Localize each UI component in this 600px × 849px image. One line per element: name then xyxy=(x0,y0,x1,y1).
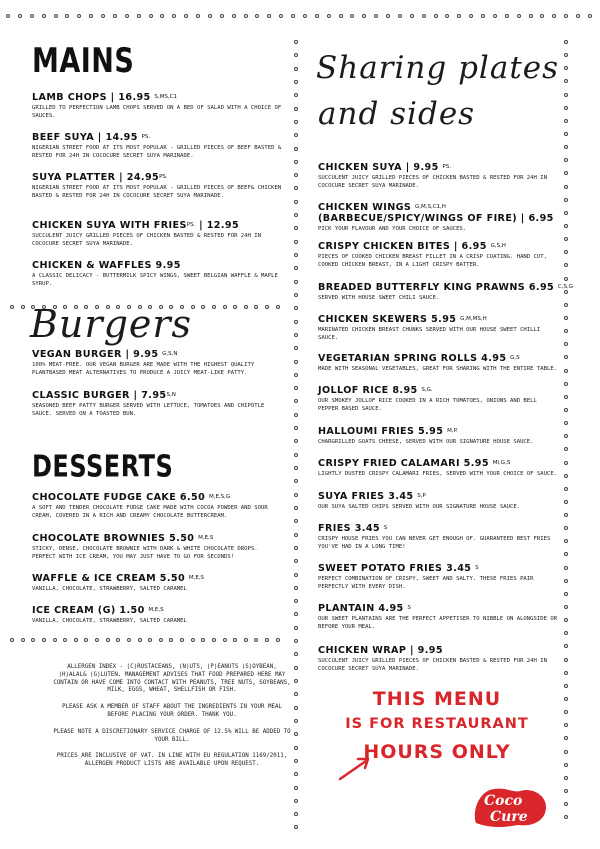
allergen-notes xyxy=(52,664,292,778)
item-name: VEGETARIAN SPRING ROLLS 4.95 xyxy=(318,353,507,364)
menu-item xyxy=(318,385,558,413)
item-description: 100% MEAT-FREE. OUR VEGAN BURGER ARE MADE WITH THE HIGHEST QUALITY PLANTBASED MEAT ALTERNATIVES TO PRODUCE A JUICY MEAT-LIKE PATTY. xyxy=(32,362,255,376)
item-name: CHOCOLATE BROWNIES 5.50 xyxy=(32,533,195,544)
arrow-icon xyxy=(338,755,372,781)
item-description: NIGERIAN STREET FOOD AT ITS MOST POPULAR - GRILLED PIECES OF BEEF BASTED & RESTED FOR 24H IN COCOCURE SECRET SUYA MARINADE. xyxy=(32,145,282,159)
right-dot-border xyxy=(564,40,570,820)
menu-item xyxy=(318,458,558,478)
allergen-code: G,S,N xyxy=(162,351,178,357)
allergen-code: MI,G,S xyxy=(492,460,511,466)
burgers-heading: Burgers xyxy=(30,302,193,346)
item-name: CHICKEN SUYA WITH FRIES xyxy=(32,220,187,231)
item-name: CLASSIC BURGER | 7.95 xyxy=(32,390,167,401)
service-charge-note: PLEASE NOTE A DISCRETIONARY SERVICE CHARGE OF 12.5% WILL BE ADDED TO YOUR BILL. xyxy=(53,728,291,743)
menu-item xyxy=(32,605,282,625)
logo-text-bottom: Cure xyxy=(490,809,528,825)
item-description: MADE WITH SEASONAL VEGETABLES, GREAT FOR SHARING WITH THE ENTIRE TABLE. xyxy=(318,366,558,372)
allergen-code: M,E,S,G xyxy=(208,494,231,500)
menu-item xyxy=(318,491,558,511)
item-subtitle: (BARBECUE/SPICY/WINGS OF FIRE) | 6.95 xyxy=(318,213,554,224)
allergen-dot-divider xyxy=(10,638,280,644)
item-name: CHICKEN & WAFFLES 9.95 xyxy=(32,260,181,271)
allergen-code: S xyxy=(407,605,411,611)
menu-item xyxy=(32,172,282,200)
menu-item xyxy=(32,533,282,561)
allergen-code: M,E,S xyxy=(198,535,214,541)
item-description: A SOFT AND TENDER CHOCOLATE FUDGE CAKE MADE WITH COCOA POWDER AND SOUR CREAM, COVERED IN A RICH AND CREAMY CHOCOLATE BUTTERCREAM. xyxy=(32,505,268,519)
item-description: SUCCULENT JUICY GRILLED PIECES OF CHICKEN BASTED & RESTED FOR 24H IN COCOCURE SECRET SUYA MARINADE. xyxy=(318,658,548,672)
menu-item xyxy=(32,390,282,418)
menu-item xyxy=(32,220,282,248)
sharing-heading-line1: Sharing plates xyxy=(316,50,560,86)
cococure-logo xyxy=(470,783,550,831)
item-name: CRISPY FRIED CALAMARI 5.95 xyxy=(318,458,489,469)
item-description: SEASONED BEEF PATTY BURGER SERVED WITH LETTUCE, TOMATOES AND CHIPOTLE SAUCE. SERVED ON A TOASTED BUN. xyxy=(32,403,265,417)
promo-line-3: HOURS ONLY xyxy=(363,741,511,763)
allergen-code: G,S,H xyxy=(490,243,506,249)
item-name: CHICKEN WINGS xyxy=(318,202,412,213)
item-description: SERVED WITH HOUSE SWEET CHILI SAUCE. xyxy=(318,295,440,301)
allergen-index: ALLERGEN INDEX - (C)RUSTACEANS, (N)UTS, (P)EANUTS (S)OYBEAN, (H)ALAL& (G)LUTEN. MANAGEMENT ADVISES THAT FOOD PREPARED HERE MAY CONTAIN OR HAVE COME INTO CONTACT WITH PEANUTS, TREE NUTS, SOYBEANS, MILK, EGGS, WHEAT, SHELLFISH OR FISH. xyxy=(53,664,291,694)
item-description: VANILLA, CHOCOLATE, STRAWBERRY, SALTED CARAMEL xyxy=(32,586,187,592)
allergen-code: PS. xyxy=(159,174,168,180)
promo-line-2: IS FOR RESTAURANT xyxy=(345,716,529,732)
item-description: LIGHTLY DUSTED CRISPY CALAMARI FRIES, SERVED WITH YOUR CHOICE OF SAUCE. xyxy=(318,471,558,477)
item-name: BEEF SUYA | 14.95 xyxy=(32,132,138,143)
item-description: PICK YOUR FLAVOUR AND YOUR CHOICE OF SAUCES. xyxy=(318,226,467,232)
item-name: CHICKEN WRAP | 9.95 xyxy=(318,645,443,656)
sharing-heading-line2: and sides xyxy=(318,96,476,132)
allergen-code: S xyxy=(475,565,479,571)
item-name: FRIES 3.45 xyxy=(318,523,380,534)
item-name: VEGAN BURGER | 9.95 xyxy=(32,349,159,360)
item-name: BREADED BUTTERFLY KING PRAWNS 6.95 xyxy=(318,282,555,293)
item-name: JOLLOF RICE 8.95 xyxy=(318,385,418,396)
promo-line-1: THIS MENU xyxy=(372,688,502,710)
allergen-code: M,E,S xyxy=(188,575,205,581)
item-name: CHOCOLATE FUDGE CAKE 6.50 xyxy=(32,492,206,503)
menu-item xyxy=(318,645,558,673)
menu-item xyxy=(318,162,558,190)
item-name: PLANTAIN 4.95 xyxy=(318,603,404,614)
item-description: CRISPY HOUSE FRIES YOU CAN NEVER GET ENOUGH OF. GUARANTEED BEST FRIES YOU'VE HAD IN A LONG TIME! xyxy=(318,536,551,550)
menu-item xyxy=(32,492,282,520)
allergen-code: S,G. xyxy=(421,387,433,393)
allergen-code: PS. xyxy=(442,164,451,170)
item-description: VANILLA, CHOCOLATE, STRAWBERRY, SALTED CARAMEL xyxy=(32,618,187,624)
mains-heading: MAINS xyxy=(32,42,135,81)
allergen-code: G,M,MS,H xyxy=(460,316,487,322)
allergen-code: S,N xyxy=(166,392,176,398)
logo-text-top: Coco xyxy=(484,793,523,809)
allergen-code: M,P. xyxy=(447,428,458,434)
item-name: CRISPY CHICKEN BITES | 6.95 xyxy=(318,241,487,252)
item-name: ICE CREAM (G) 1.50 xyxy=(32,605,145,616)
item-name: HALLOUMI FRIES 5.95 xyxy=(318,426,444,437)
menu-item xyxy=(318,241,558,269)
menu-item xyxy=(32,132,282,160)
item-description: SUCCULENT JUICY GRILLED PIECES OF CHICKEN BASTED & RESTED FOR 24H IN COCOCURE SECRET SUYA MARINADE. xyxy=(318,175,548,189)
vat-note: PRICES ARE INCLUSIVE OF VAT. IN LINE WITH EU REGULATION 1169/2011, ALLERGEN PRODUCT LISTS ARE AVAILABLE UPON REQUEST. xyxy=(56,753,288,768)
allergen-code: G,S xyxy=(510,355,520,361)
allergen-code: PS. xyxy=(141,134,151,140)
allergen-code: S,MS,C1 xyxy=(154,94,177,100)
menu-item xyxy=(318,426,558,446)
item-description: STICKY, DENSE, CHOCOLATE BROWNIE WITH DARK & WHITE CHOCOLATE DROPS. PERFECT WITH ICE CREAM, YOU MAY JUST HAVE TO GO FOR SECONDS! xyxy=(32,546,258,560)
menu-item xyxy=(318,523,558,551)
allergen-code: G,M,S,C1,H xyxy=(414,204,446,210)
item-description: MARINATED CHICKEN BREAST CHUNKS SERVED WITH OUR HOUSE SWEET CHILLI SAUCE. xyxy=(318,327,541,341)
menu-item xyxy=(32,92,282,120)
menu-item xyxy=(32,260,282,288)
allergen-code: PS. xyxy=(186,222,196,228)
staff-note: PLEASE ASK A MEMBER OF STAFF ABOUT THE INGREDIENTS IN YOUR MEAL BEFORE PLACING YOUR ORDER. THANK YOU. xyxy=(62,704,282,718)
item-description: OUR SWEET PLANTAINS ARE THE PERFECT APPETISER TO NIBBLE ON ALONGSIDE OR BEFORE YOUR MEAL. xyxy=(318,616,558,630)
item-name: CHICKEN SUYA | 9.95 xyxy=(318,162,439,173)
item-name: SWEET POTATO FRIES 3.45 xyxy=(318,563,472,574)
allergen-code: C,S,G xyxy=(557,284,573,290)
item-name: SUYA FRIES 3.45 xyxy=(318,491,414,502)
menu-item xyxy=(318,563,558,591)
item-description: OUR SMOKEY JOLLOF RICE COOKED IN A RICH TOMATOES, ONIONS AND BELL PEPPER BASED SAUCE. xyxy=(318,398,537,412)
item-name: CHICKEN SKEWERS 5.95 xyxy=(318,314,457,325)
menu-item xyxy=(318,202,558,233)
item-description: NIGERIAN STREET FOOD AT ITS MOST POPULAR - GRILLED PIECES OF BEEF& CHICKEN BASTED & RESTED FOR 24H IN COCOCURE SECRET SUYA MARINADE. xyxy=(32,185,282,199)
item-description: CHARGRILLED GOATS CHEESE, SERVED WITH OUR SIGNATURE HOUSE SAUCE. xyxy=(318,439,534,445)
item-description: OUR SUYA SALTED CHIPS SERVED WITH OUR SIGNATURE HOUSE SAUCE. xyxy=(318,504,521,510)
item-description: A CLASSIC DELICACY - BUTTERMILK SPICY WINGS, SWEET BELGIAN WAFFLE & MAPLE SYRUP. xyxy=(32,273,278,287)
menu-item xyxy=(32,573,282,593)
allergen-code: S xyxy=(383,525,388,531)
center-dot-divider xyxy=(294,40,300,830)
top-dot-border xyxy=(6,14,592,20)
allergen-code: M,E,S xyxy=(148,607,164,613)
item-name: SUYA PLATTER | 24.95 xyxy=(32,172,160,183)
allergen-code: S,P xyxy=(417,493,426,499)
menu-item xyxy=(32,349,282,377)
menu-item xyxy=(318,603,558,631)
menu-item xyxy=(318,314,558,342)
item-description: PIECES OF COOKED CHICKEN BREAST FILLET IN A CRISP COATING. HAND CUT, COOKED CHICKEN BREAST, IN A LIGHT CRISPY BATTER. xyxy=(318,254,548,268)
item-description: PERFECT COMBINATION OF CRISPY, SWEET AND SALTY. THESE FRIES PAIR PERFECTLY WITH EVERY DISH. xyxy=(318,576,534,590)
desserts-heading: DESSERTS xyxy=(32,449,174,484)
item-description: GRILLED TO PERFECTION LAMB CHOPS SERVED ON A BED OF SALAD WITH A CHOICE OF SAUCES. xyxy=(32,105,282,119)
menu-item xyxy=(318,282,573,302)
item-name: WAFFLE & ICE CREAM 5.50 xyxy=(32,573,186,584)
item-price: | 12.95 xyxy=(195,220,240,231)
item-description: SUCCULENT JUICY GRILLED PIECES OF CHICKEN BASTED & RESTED FOR 24H IN COCOCURE SECRET SUYA MARINADE. xyxy=(32,233,262,247)
menu-item xyxy=(318,353,558,373)
item-name: LAMB CHOPS | 16.95 xyxy=(32,92,151,103)
